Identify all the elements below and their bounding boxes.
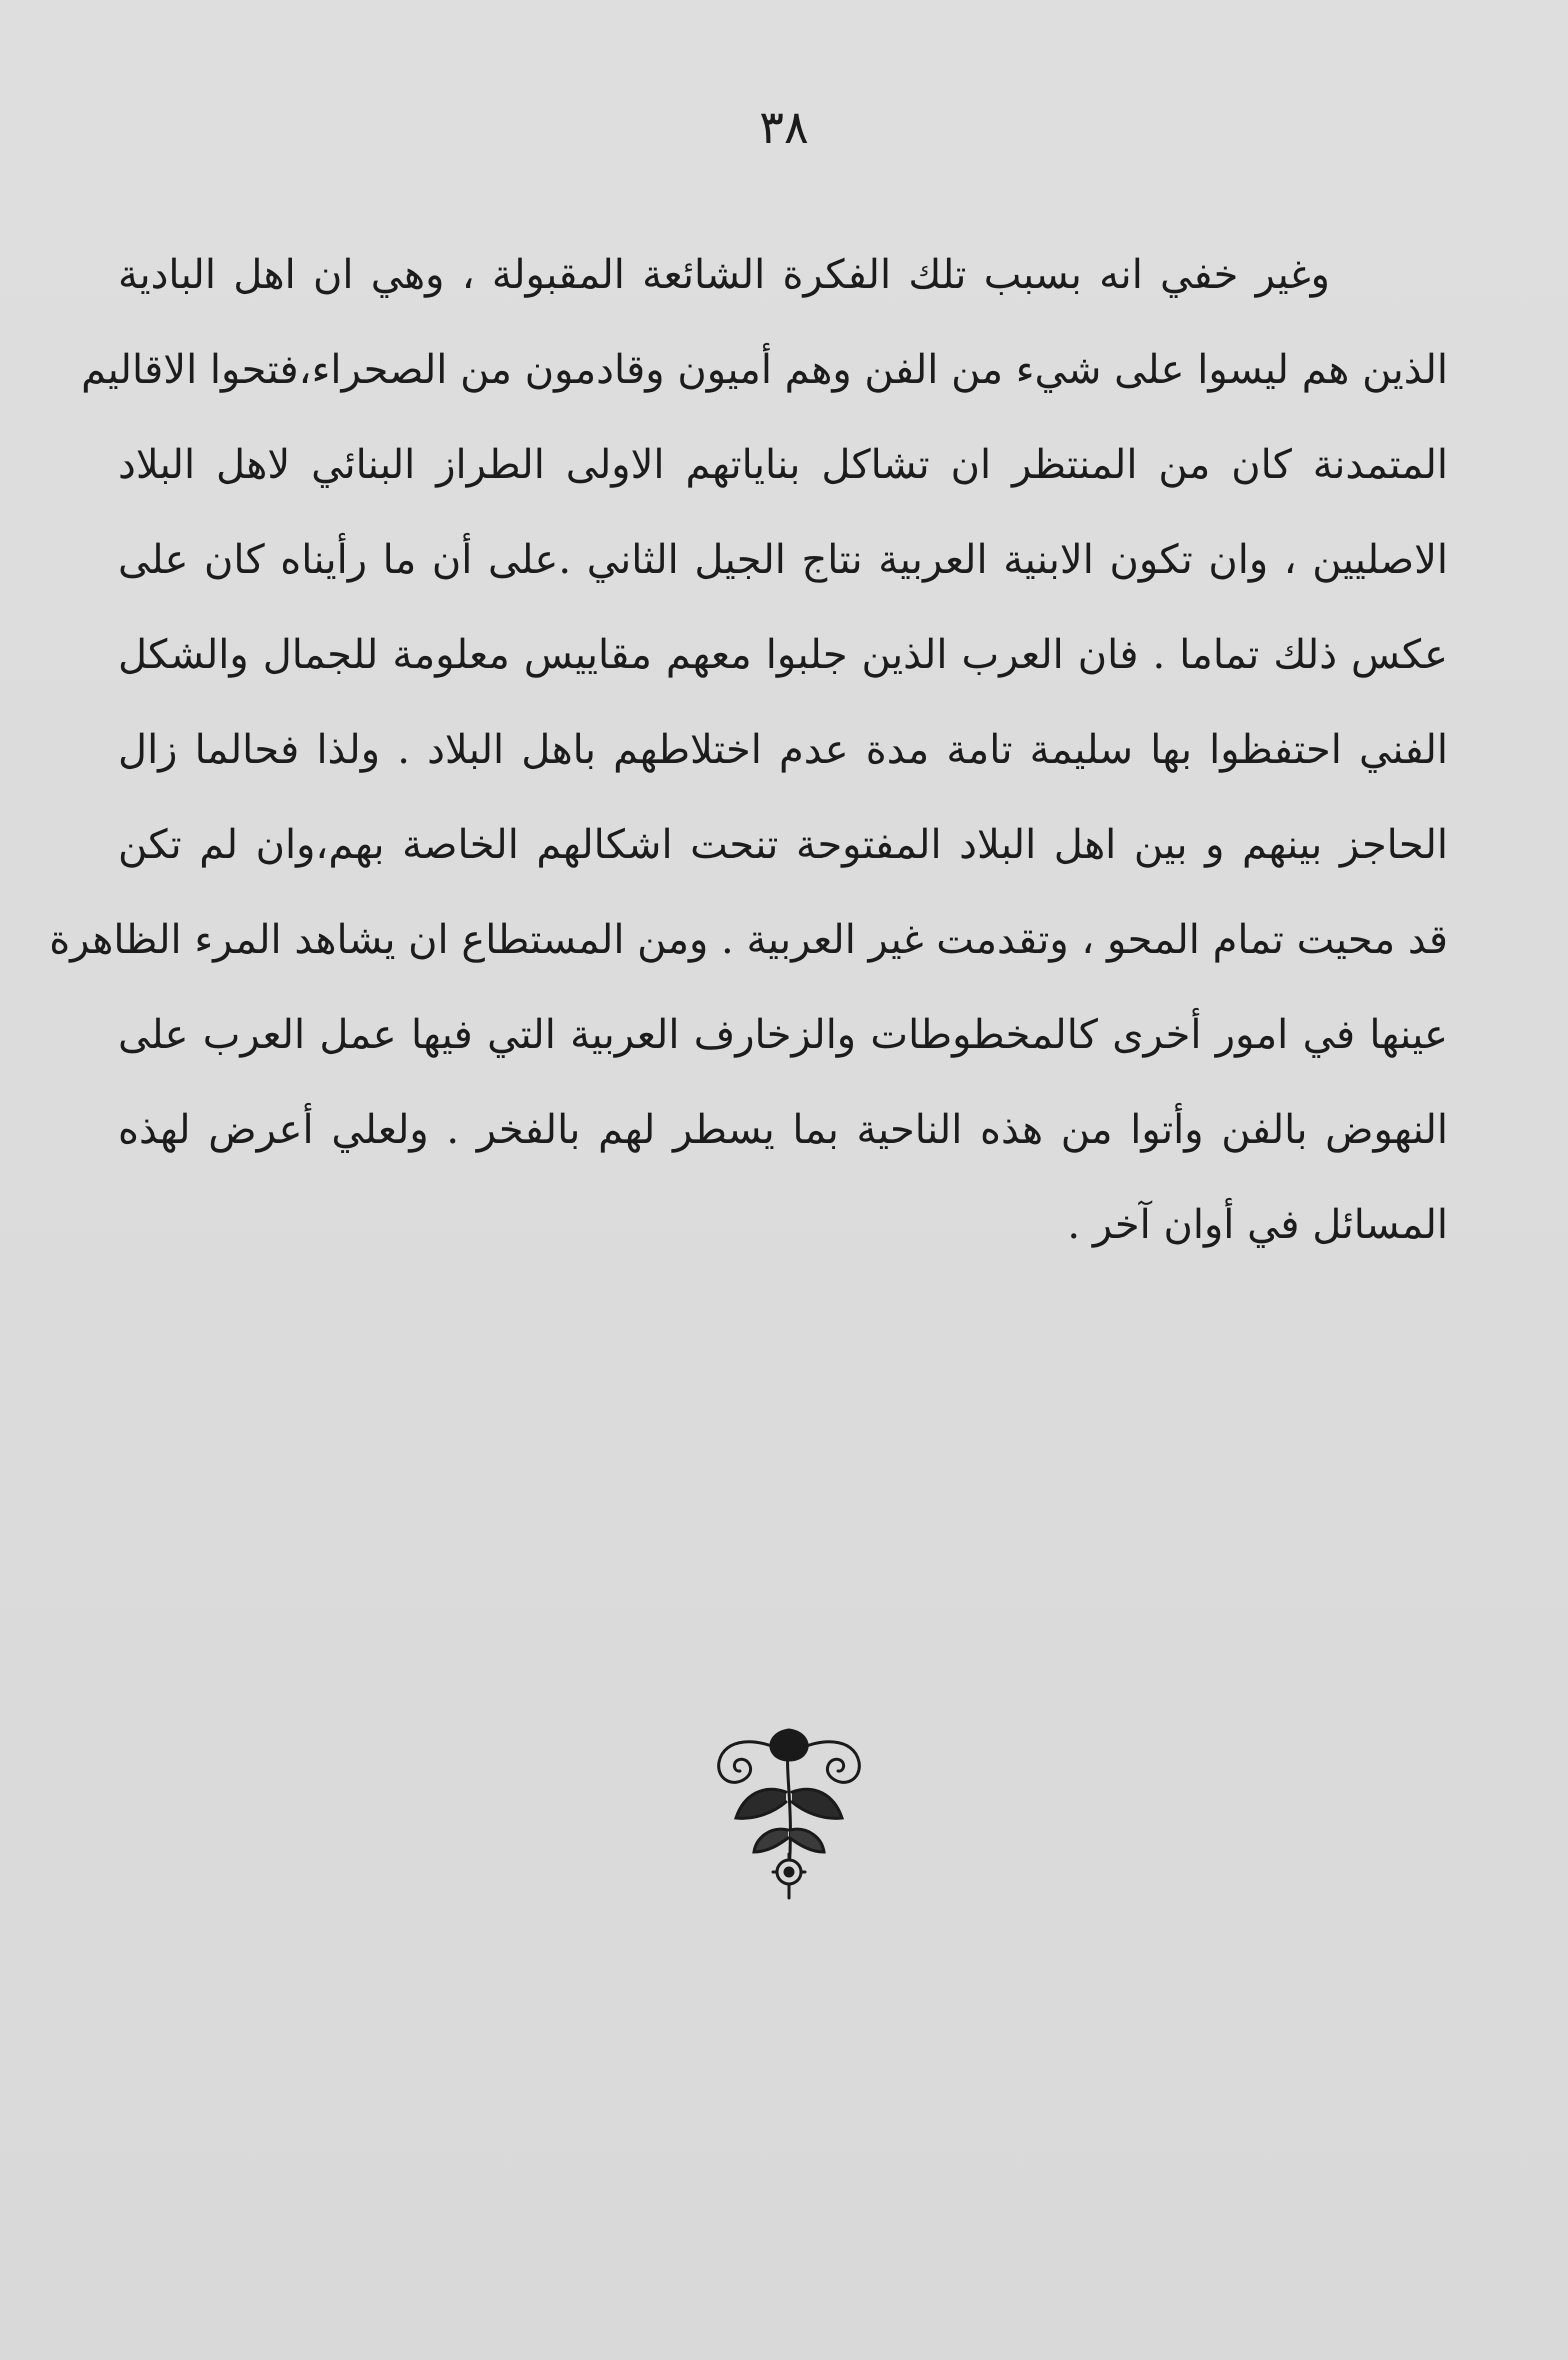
text-line: عكس ذلك تماما . فان العرب الذين جلبوا معهم مقاييس معلومة للجمال والشكل [118,632,1448,678]
floral-tailpiece-icon [704,1722,874,1902]
text-line: الاصليين ، وان تكون الابنية العربية نتاج الجيل الثاني .على أن ما رأيناه كان على [118,537,1448,583]
text-line: عينها في امور أخرى كالمخطوطات والزخارف العربية التي فيها عمل العرب على [118,1012,1448,1058]
text-line: الذين هم ليسوا على شيء من الفن وهم أميون وقادمون من الصحراء،فتحوا الاقاليم [81,347,1448,393]
text-line: الفني احتفظوا بها سليمة تامة مدة عدم اختلاطهم باهل البلاد . ولذا فحالما زال [118,727,1448,773]
text-line: قد محيت تمام المحو ، وتقدمت غير العربية . ومن المستطاع ان يشاهد المرء الظاهرة [49,917,1448,963]
body-paragraph [49,228,1448,1273]
text-line: الحاجز بينهم و بين اهل البلاد المفتوحة تنحت اشكالهم الخاصة بهم،وان لم تكن [118,822,1448,868]
text-line: النهوض بالفن وأتوا من هذه الناحية بما يسطر لهم بالفخر . ولعلي أعرض لهذه [118,1107,1448,1153]
text-line: المتمدنة كان من المنتظر ان تشاكل بناياتهم الاولى الطراز البنائي لاهل البلاد [118,442,1448,488]
page-number: ٣٨ [759,100,809,154]
text-line: المسائل في أوان آخر . [1067,1202,1448,1248]
text-line: وغير خفي انه بسبب تلك الفكرة الشائعة المقبولة ، وهي ان اهل البادية [118,252,1330,298]
